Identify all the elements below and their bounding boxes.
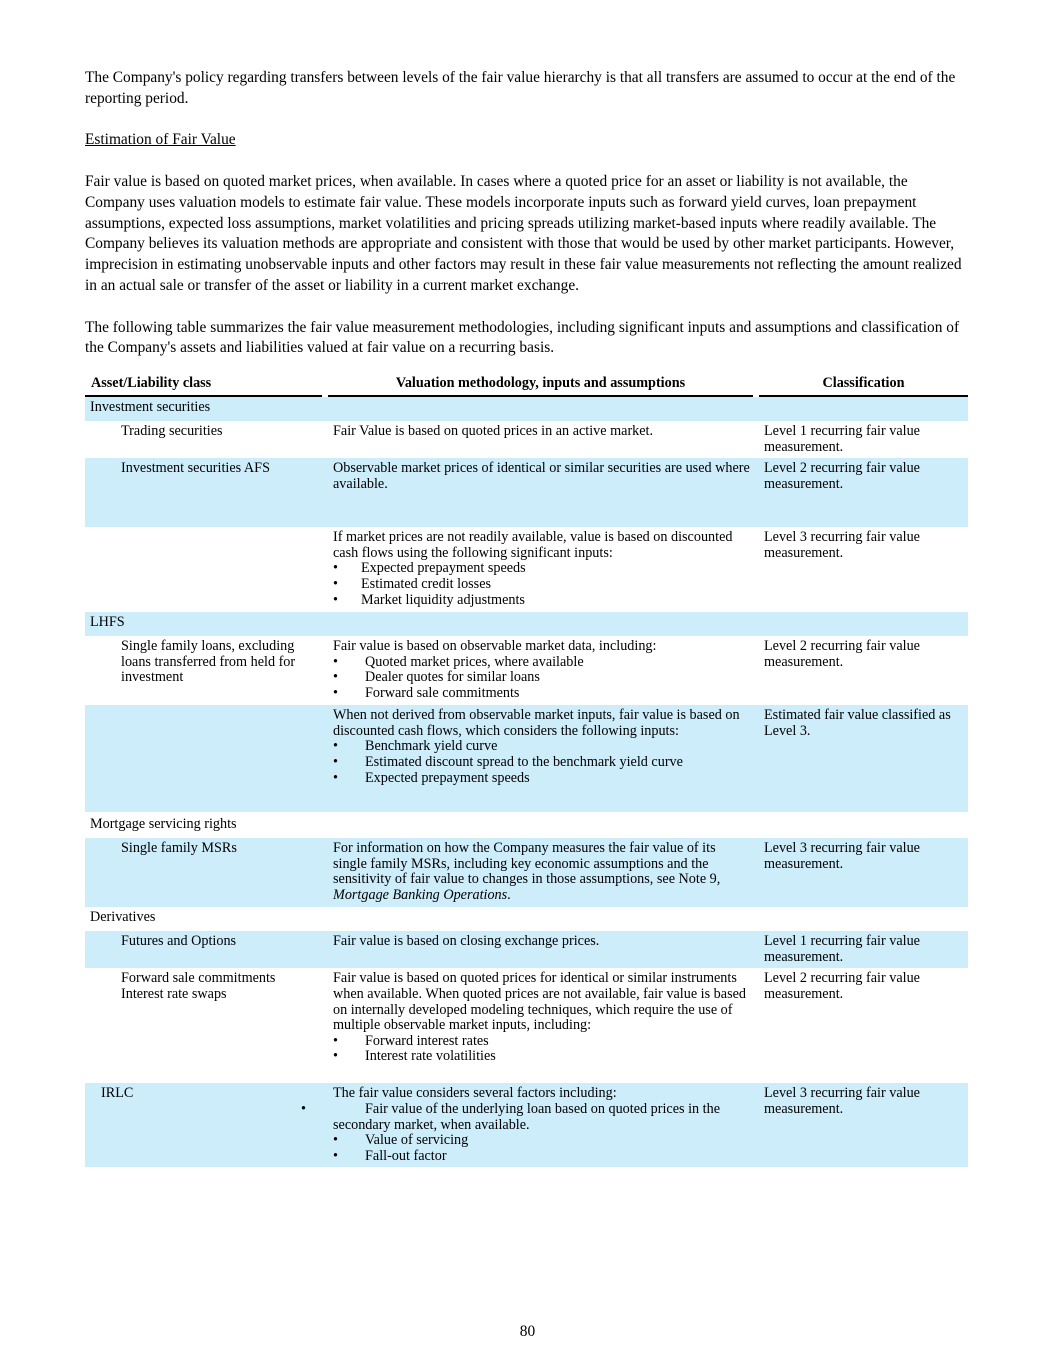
bullet-item: • Value of servicing — [333, 1133, 753, 1149]
classification-cell: Level 3 recurring fair value measurement. — [759, 1083, 968, 1167]
method-text: For information on how the Company measures the fair value of its single family MSRs, including key economic assumptions and the sensitivity of fair value to changes in those assumptions, see Note 9 — [333, 840, 717, 888]
table-row — [85, 636, 968, 705]
method-cell: Observable market prices of identical or similar securities are used where available. — [328, 458, 753, 527]
method-cell: Fair value is based on closing exchange prices. — [328, 931, 753, 968]
classification-cell: Level 3 recurring fair value measurement. — [759, 838, 968, 907]
classification-cell: Level 2 recurring fair value measurement. — [764, 638, 920, 670]
table-row — [85, 458, 968, 527]
bullet-item: • Estimated credit losses — [333, 577, 753, 593]
section-row-lhfs — [85, 612, 968, 636]
method-cell — [328, 968, 753, 1083]
method-cell — [328, 705, 753, 812]
section-label: Mortgage servicing rights — [90, 816, 237, 833]
bullet-item: • Market liquidity adjustments — [333, 593, 753, 609]
classification-cell: Level 2 recurring fair value measurement. — [764, 970, 920, 1002]
table-row — [85, 838, 968, 907]
method-italic-text: , Mortgage Banking Operations — [333, 871, 721, 903]
asset-cell: Futures and Options — [85, 931, 322, 968]
method-cell — [301, 1083, 753, 1167]
method-text: If market prices are not readily available, value is based on discounted cash flows using the following significant inputs: — [333, 529, 733, 561]
bullet-item: • Quoted market prices, where available — [333, 655, 753, 671]
section-label: LHFS — [85, 612, 968, 636]
method-end-text: . — [507, 886, 511, 903]
bullet-text: Fair value of the underlying loan based on quoted prices in the secondary market, when available. — [333, 1100, 720, 1133]
asset-cell: Investment securities AFS — [85, 458, 322, 527]
bullet-item: • Dealer quotes for similar loans — [333, 670, 753, 686]
section-label: Derivatives — [90, 909, 156, 926]
section-label: Investment securities — [85, 397, 968, 421]
bullet-item: • Fair value of the underlying loan based on quoted prices in the secondary market, when available. — [301, 1100, 720, 1133]
fair-value-paragraph: Fair value is based on quoted market prices, when available. In cases where a quoted price for an asset or liability is not available, the Company uses valuation models to estimate fair value. These models incorporate inputs such as forward yield curves, loan prepayment assumptions, expected loss assumptions, market volatilities and pricing spreads utilizing market-based inputs where readily available. The Company believes its valuation methods are appropriate and consistent with those that would be used by other market participants. However, imprecision in estimating unobservable inputs and other factors may result in these fair value measurements not reflecting the amount realized in an actual sale or transfer of the asset or liability in a current market exchange. — [85, 172, 962, 294]
table-row — [85, 931, 968, 968]
table-header-row — [85, 376, 968, 397]
asset-cell: Trading securities — [121, 422, 223, 439]
table-row — [85, 968, 968, 1083]
asset-cell: Single family MSRs — [85, 838, 322, 907]
page-content — [85, 68, 970, 1167]
method-text: The fair value considers several factors including: — [333, 1085, 617, 1102]
method-text: Fair value is based on quoted prices for identical or similar instruments when available. When quoted prices are not available, fair value is based on internally developed modeling techniques, which require the use of multiple observable market inputs, including: — [333, 970, 746, 1034]
table-row — [85, 1083, 968, 1167]
method-cell — [328, 527, 753, 612]
classification-cell: Level 1 recurring fair value measurement. — [759, 931, 968, 968]
bullet-item: • Fall-out factor — [333, 1149, 753, 1165]
method-text: When not derived from observable market inputs, fair value is based on discounted cash flows, which considers the following inputs: — [333, 707, 740, 739]
section-row-derivatives — [85, 907, 968, 931]
header-classification: Classification — [759, 376, 968, 397]
table-row — [85, 527, 968, 612]
estimation-heading: Estimation of Fair Value — [85, 131, 236, 149]
asset-text: Interest rate swaps — [121, 985, 227, 1002]
section-row-msr — [85, 812, 968, 838]
bullet-item: • Benchmark yield curve — [333, 739, 753, 755]
method-cell — [328, 838, 753, 907]
bullet-item: • Forward interest rates — [333, 1034, 753, 1050]
table-row — [85, 705, 968, 812]
bullet-item: • Forward sale commitments — [333, 686, 753, 702]
page-number: 80 — [519, 1323, 536, 1340]
header-valuation-methodology: Valuation methodology, inputs and assumptions — [328, 376, 753, 397]
method-cell — [328, 636, 753, 705]
method-text: Fair value is based on observable market data, including: — [333, 638, 657, 655]
asset-cell: Single family loans, excluding loans transferred from held for investment — [121, 638, 296, 686]
table-row — [85, 421, 968, 458]
transfer-policy-paragraph: The Company's policy regarding transfers between levels of the fair value hierarchy is that all transfers are assumed to occur at the end of the reporting period. — [85, 69, 956, 107]
asset-cell: IRLC — [85, 1083, 322, 1167]
method-cell: Fair Value is based on quoted prices in an active market. — [333, 422, 654, 439]
asset-text: Forward sale commitments — [121, 970, 276, 987]
section-row-investment-securities — [85, 397, 968, 421]
fair-value-methodology-table — [85, 376, 968, 1167]
classification-cell: Level 3 recurring fair value measurement. — [764, 529, 920, 561]
header-asset-class: Asset/Liability class — [85, 376, 322, 397]
asset-cell — [85, 968, 322, 1083]
bullet-item: • Estimated discount spread to the benchmark yield curve — [333, 755, 753, 771]
classification-cell: Level 1 recurring fair value measurement. — [764, 422, 920, 455]
bullet-item: • Interest rate volatilities — [333, 1049, 753, 1065]
bullet-item: • Expected prepayment speeds — [333, 771, 753, 787]
classification-cell: Estimated fair value classified as Level 3. — [759, 705, 968, 812]
bullet-item: • Expected prepayment speeds — [333, 561, 753, 577]
classification-cell: Level 2 recurring fair value measurement. — [759, 458, 968, 527]
table-intro-paragraph: The following table summarizes the fair value measurement methodologies, including significant inputs and assumptions and classification of the Company's assets and liabilities valued at fair value on a recurring basis. — [85, 318, 960, 357]
